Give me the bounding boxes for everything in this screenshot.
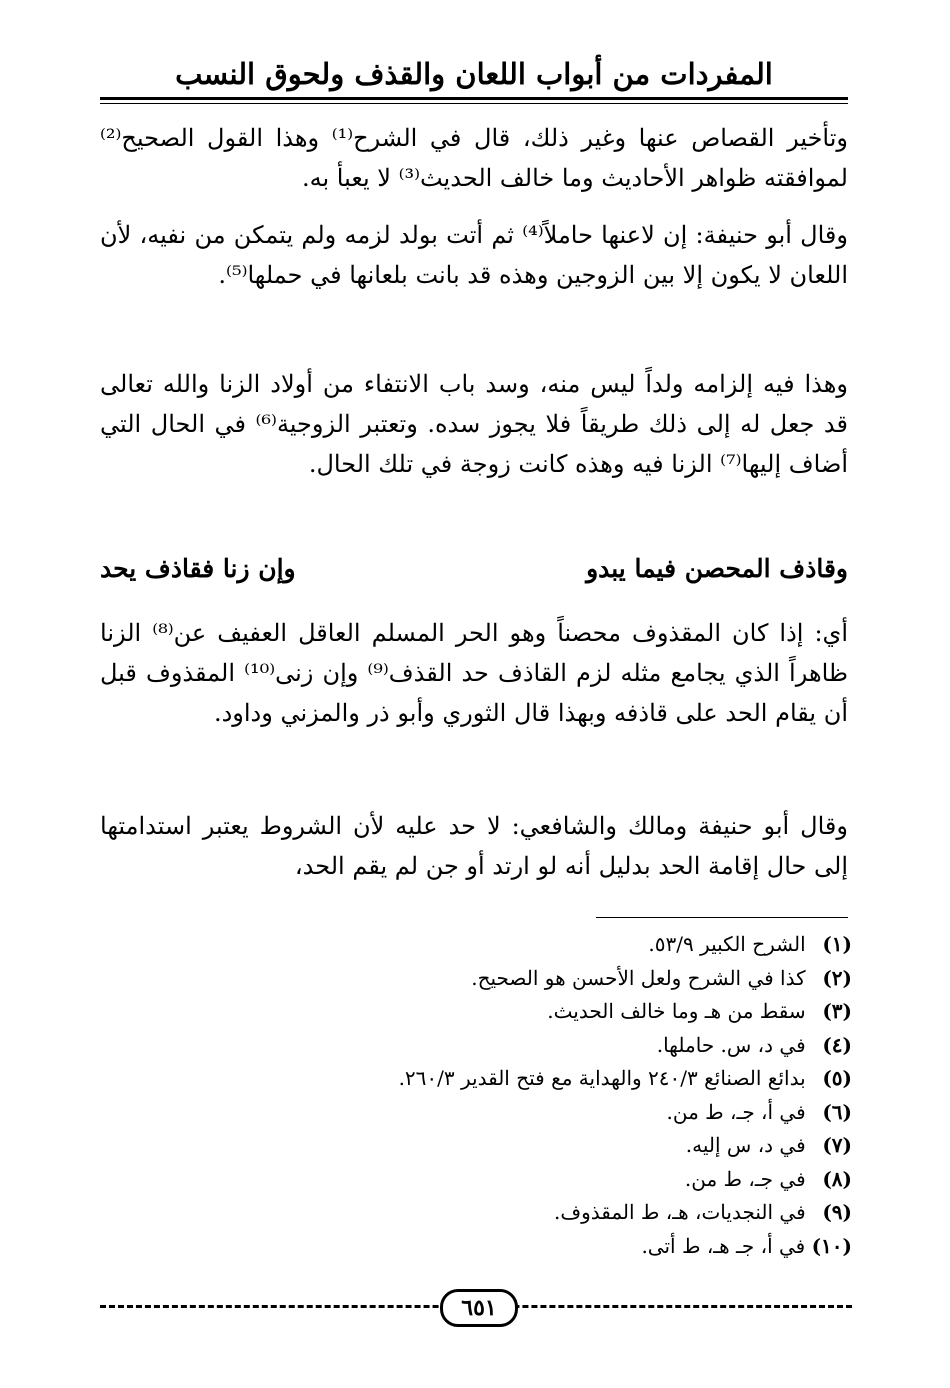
footnote-text: في د، س. حاملها. (656, 1032, 806, 1057)
verse-first-hemistich: وقاذف المحصن فيما يبدو (586, 554, 848, 583)
footnote-text: الشرح الكبير ٥٣/٩. (648, 932, 806, 956)
footnote-item (100, 962, 852, 996)
footnote-separator (596, 917, 848, 918)
footnote-text: في د، س إليه. (685, 1133, 806, 1157)
footnote-number: (٩) (822, 1200, 852, 1224)
paragraph-1: وتأخير القصاص عنها وغير ذلك، قال في الشرح⁽¹⁾ وهذا القول الصحيح⁽²⁾ لموافقته ظواهر الأحاديث وما خالف الحديث⁽³⁾ لا يعبأ به. (100, 124, 848, 192)
footnote-item (100, 928, 852, 962)
footnote-text: سقط من هـ وما خالف الحديث. (547, 999, 806, 1023)
footnote-number: (٤) (822, 1032, 852, 1057)
footnote-item (100, 1129, 852, 1163)
footnotes-list (100, 928, 852, 1263)
footnote-item (100, 1096, 852, 1130)
paragraph-3: وهذا فيه إلزامه ولداً ليس منه، وسد باب الانتفاء من أولاد الزنا والله تعالى قد جعل له إلى ذلك طريقاً فلا يجوز سده. وتعتبر الزوجية⁽⁶⁾ في الحال التي أضاف إليها⁽⁷⁾ الزنا فيه وهذه كانت زوجة في تلك الحال. (100, 370, 848, 478)
footnote-item (100, 1163, 852, 1197)
running-header-title: المفردات من أبواب اللعان والقذف ولحوق النسب (175, 57, 773, 91)
footnote-item (100, 1062, 852, 1096)
footnote-text: في جـ، ط من. (684, 1166, 806, 1191)
footnote-text: في أ، جـ، ط من. (666, 1099, 806, 1124)
footnote-number: (٥) (822, 1066, 852, 1090)
verse-second-hemistich: وإن زنا فقاذف يحد (100, 554, 296, 583)
header-rule-thick (100, 97, 848, 100)
footnote-number: (٢) (822, 965, 852, 990)
footnote-text: بدائع الصنائع ٢٤٠/٣ والهداية مع فتح القدير ٢٦٠/٣. (398, 1066, 806, 1090)
footnote-number: (٧) (822, 1133, 852, 1157)
footnote-text: كذا في الشرح ولعل الأحسن هو الصحيح. (471, 965, 806, 990)
footnote-number: (٨) (822, 1166, 852, 1191)
footnote-text: في النجديات، هـ، ط المقذوف. (554, 1200, 806, 1224)
paragraph-5: وقال أبو حنيفة ومالك والشافعي: لا حد عليه لأن الشروط يعتبر استدامتها إلى حال إقامة الحد بدليل أنه لو ارتد أو جن لم يقم الحد، (100, 812, 848, 880)
footnote-number: (١) (822, 932, 852, 956)
paragraph-2: وقال أبو حنيفة: إن لاعنها حاملاً⁽⁴⁾ ثم أتت بولد لزمه ولم يتمكن من نفيه، لأن اللعان لا يكون إلا بين الزوجين وهذه قد بانت بلعانها في حملها⁽⁵⁾. (100, 221, 848, 289)
footnote-item (100, 1196, 852, 1230)
footnote-item (100, 995, 852, 1029)
page-number: ٦٥١ (440, 1289, 518, 1327)
header-rule-thin (100, 103, 848, 104)
footnote-number: (٣) (822, 999, 852, 1023)
footnote-number: (٦) (822, 1099, 852, 1124)
footnote-item (100, 1029, 852, 1063)
footnote-text: في أ، جـ هـ، ط أتى. (641, 1233, 806, 1258)
footnote-item (100, 1230, 852, 1264)
paragraph-4: أي: إذا كان المقذوف محصناً وهو الحر المسلم العاقل العفيف عن⁽⁸⁾ الزنا ظاهراً الذي يجامع مثله لزم القاذف حد القذف⁽⁹⁾ وإن زنى⁽¹⁰⁾ المقذوف قبل أن يقام الحد على قاذفه وبهذا قال الثوري وأبو ذر والمزني وداود. (100, 619, 849, 727)
footnote-number: (١٠) (811, 1233, 852, 1258)
